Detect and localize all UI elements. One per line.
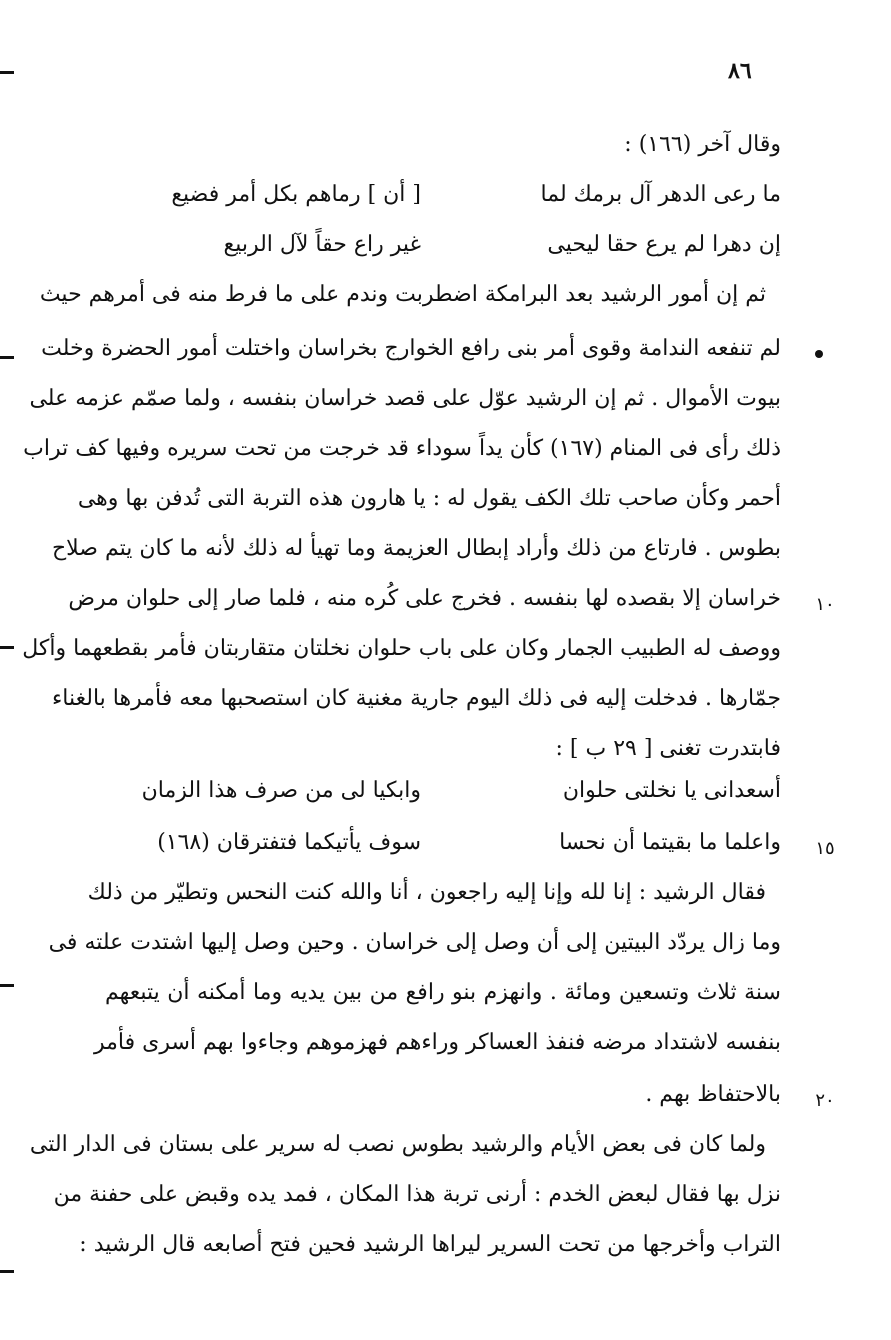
verse-hemistich: واعلما ما بقيتما أن نحسا [559,830,781,855]
text-line: فقال الرشيد : إنا لله وإنا إليه راجعون ، أنا والله كنت النحس وتطيّر من ذلك [87,880,766,905]
text-line: لم تنفعه الندامة وقوى أمر بنى رافع الخوارج بخراسان واختلت أمور الحضرة وخلت [41,336,781,361]
text-line: ولما كان فى بعض الأيام والرشيد بطوس نصب له سرير على بستان فى الدار التى [29,1132,766,1157]
text-line: خراسان إلا بقصده لها بنفسه . فخرج على كُره منه ، فلما صار إلى حلوان مرض [68,586,781,611]
text-line: وما زال يردّد البيتين إلى أن وصل إلى خراسان . وحين وصل إليها اشتدت علته فى [48,930,781,955]
margin-tick [0,71,14,74]
verse-hemistich: ما رعى الدهر آل برمك لما [540,182,781,207]
text-line: فابتدرت تغنى [ ٢٩ ب ] : [555,736,781,761]
line-number: ٢٠ [815,1090,835,1111]
text-line: بالاحتفاظ بهم . [645,1082,781,1107]
verse-hemistich: غير راع حقاً لآل الربيع [223,232,421,257]
text-line: التراب وأخرجها من تحت السرير ليراها الرشيد فحين فتح أصابعه قال الرشيد : [79,1232,781,1257]
verse-hemistich: إن دهرا لم يرع حقا ليحيى [547,232,781,257]
page-number: ٨٦ [728,58,752,84]
verse-hemistich: [ أن ] رماهم بكل أمر فضيع [171,182,421,207]
verse-hemistich: سوف يأتيكما فتفترقان (١٦٨) [157,830,421,855]
text-line: نزل بها فقال لبعض الخدم : أرنى تربة هذا المكان ، فمد يده وقبض على حفنة من [53,1182,781,1207]
text-line: بنفسه لاشتداد مرضه فنفذ العساكر وراءهم فهزموهم وجاءوا بهم أسرى فأمر [93,1030,781,1055]
line-number: ١٠ [815,594,835,615]
margin-tick [0,984,14,987]
margin-tick [0,646,14,649]
text-line: وقال آخر (١٦٦) : [624,132,781,157]
text-line: بطوس . فارتاع من ذلك وأراد إبطال العزيمة وما تهيأ له ذلك لأنه ما كان يتم صلاح [51,536,781,561]
line-number: ١٥ [815,838,835,859]
margin-tick [0,356,14,359]
margin-dot [815,350,823,358]
text-line: أحمر وكأن صاحب تلك الكف يقول له : يا هارون هذه التربة التى تُدفن بها وهى [77,486,781,511]
verse-hemistich: وابكيا لى من صرف هذا الزمان [141,778,421,803]
text-line: ثم إن أمور الرشيد بعد البرامكة اضطربت وندم على ما فرط منه فى أمرهم حيث [39,282,766,307]
text-line: ووصف له الطبيب الجمار وكان على باب حلوان نخلتان متقاربتان فأمر بقطعهما وأكل [22,636,781,661]
margin-tick [0,1270,14,1273]
text-line: بيوت الأموال . ثم إن الرشيد عوّل على قصد خراسان بنفسه ، ولما صمّم عزمه على [29,386,781,411]
text-line: سنة ثلاث وتسعين ومائة . وانهزم بنو رافع من بين يديه وما أمكنه أن يتبعهم [105,980,781,1005]
text-line: جمّارها . فدخلت إليه فى ذلك اليوم جارية مغنية كان استصحبها معه فأمرها بالغناء [51,686,781,711]
verse-hemistich: أسعدانى يا نخلتى حلوان [562,778,781,803]
text-line: ذلك رأى فى المنام (١٦٧) كأن يداً سوداء قد خرجت من تحت سريره وفيها كف تراب [23,436,781,461]
